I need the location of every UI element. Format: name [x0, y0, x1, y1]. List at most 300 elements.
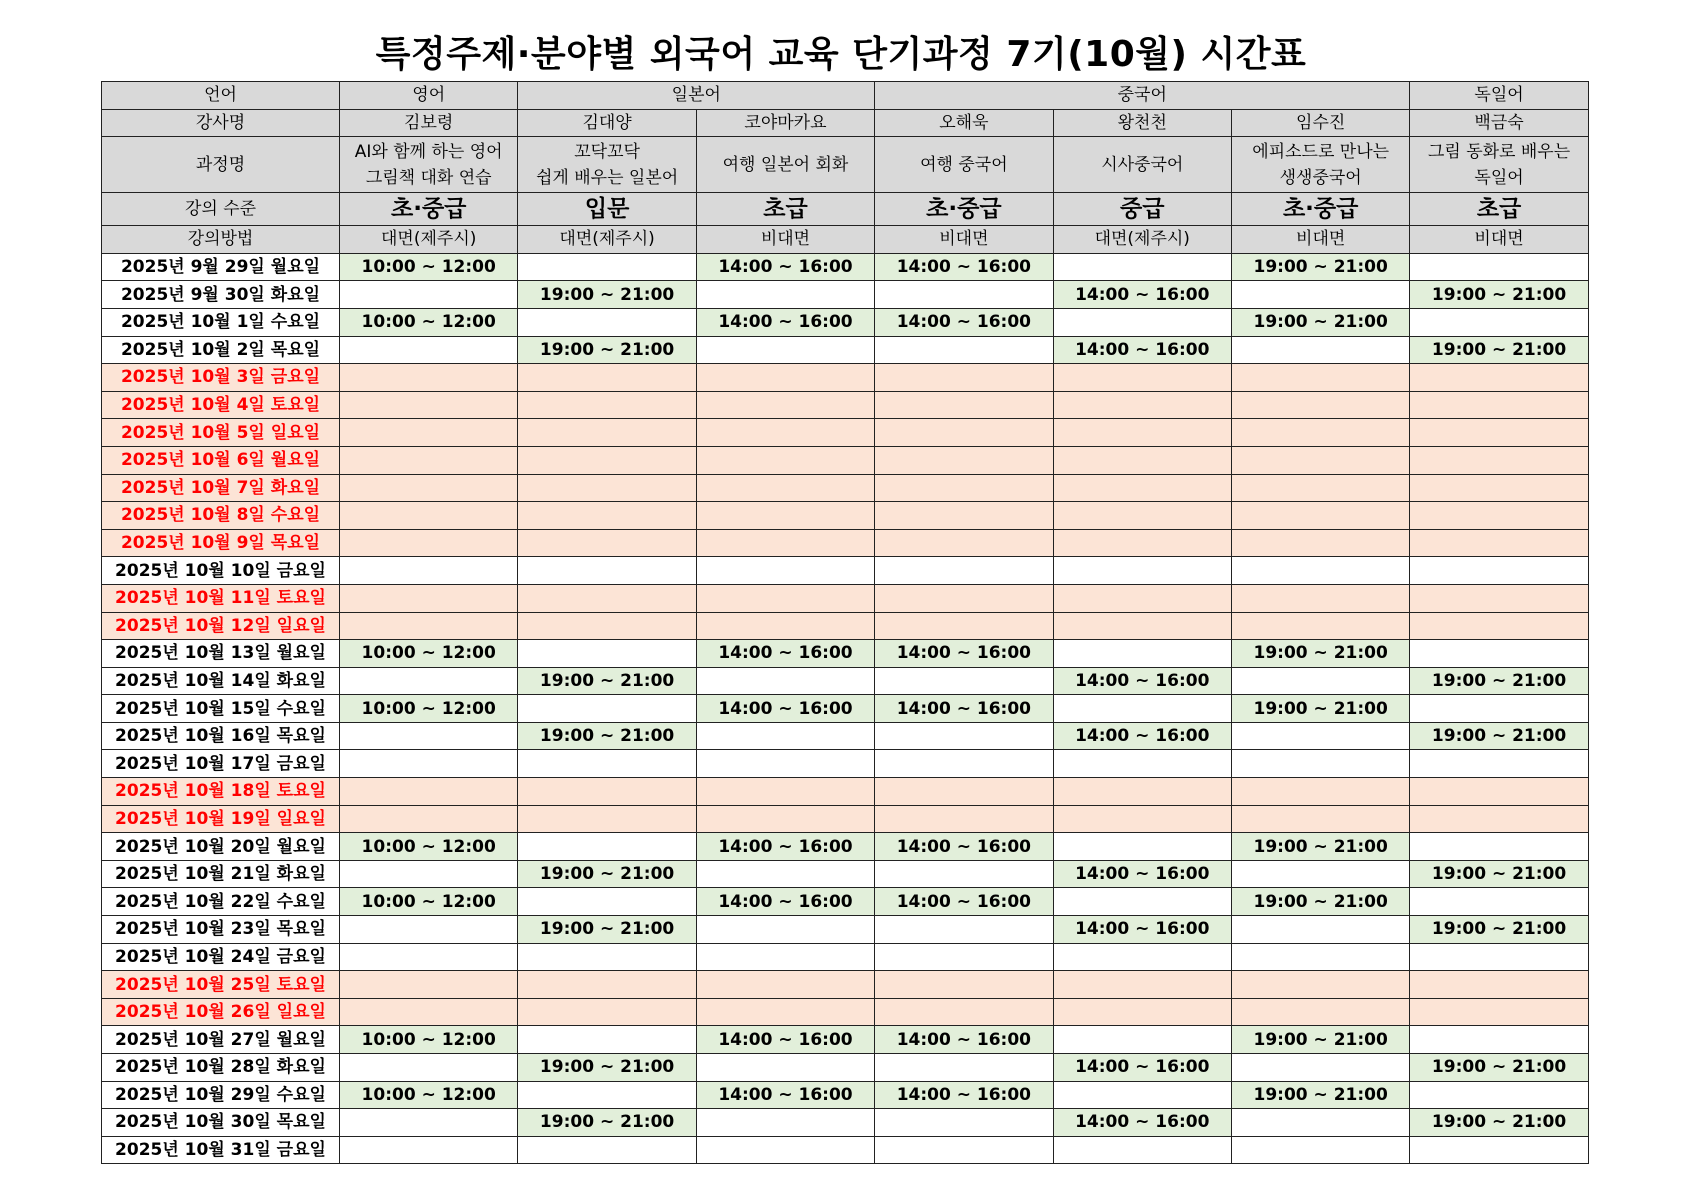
- time-slot-cell: [1231, 502, 1409, 530]
- schedule-row: [102, 308, 1589, 336]
- date-cell: 2025년 10월 29일 수요일: [102, 1081, 340, 1109]
- time-slot-cell: [696, 502, 874, 530]
- time-slot-cell: [518, 640, 696, 668]
- time-slot-cell: 14:00 ~ 16:00: [875, 640, 1053, 668]
- course-level: 입문: [518, 193, 696, 226]
- time-slot-cell: [875, 860, 1053, 888]
- time-slot-cell: 19:00 ~ 21:00: [518, 1109, 696, 1137]
- level-row: [102, 193, 1589, 226]
- time-slot-cell: [340, 281, 518, 309]
- date-cell: 2025년 10월 13일 월요일: [102, 640, 340, 668]
- time-slot-cell: 19:00 ~ 21:00: [518, 916, 696, 944]
- instructor-label: 강사명: [102, 109, 340, 137]
- course-level: 초급: [1410, 193, 1588, 226]
- time-slot-cell: [696, 557, 874, 585]
- time-slot-cell: 14:00 ~ 16:00: [1053, 860, 1231, 888]
- schedule-row: [102, 529, 1589, 557]
- instructor-name: 코야마카요: [696, 109, 874, 137]
- time-slot-cell: [875, 722, 1053, 750]
- schedule-row: [102, 584, 1589, 612]
- time-slot-cell: [875, 391, 1053, 419]
- time-slot-cell: [875, 557, 1053, 585]
- time-slot-cell: [340, 860, 518, 888]
- time-slot-cell: [1410, 833, 1588, 861]
- schedule-row: [102, 1026, 1589, 1054]
- schedule-row: [102, 474, 1589, 502]
- time-slot-cell: [518, 1136, 696, 1164]
- time-slot-cell: [1053, 750, 1231, 778]
- course-method: 대면(제주시): [340, 226, 518, 254]
- time-slot-cell: [696, 778, 874, 806]
- course-name-line: 쉽게 배우는 일본어: [535, 167, 679, 188]
- time-slot-cell: [340, 750, 518, 778]
- date-cell: 2025년 10월 4일 토요일: [102, 391, 340, 419]
- instructor-name: 김보령: [340, 109, 518, 137]
- time-slot-cell: [1410, 502, 1588, 530]
- time-slot-cell: 14:00 ~ 16:00: [696, 833, 874, 861]
- course-name-line: 여행 중국어: [920, 154, 1008, 175]
- time-slot-cell: [1231, 419, 1409, 447]
- time-slot-cell: 19:00 ~ 21:00: [1410, 667, 1588, 695]
- time-slot-cell: [696, 916, 874, 944]
- time-slot-cell: [1231, 778, 1409, 806]
- course-level: 초·중급: [875, 193, 1053, 226]
- course-name-line: 시사중국어: [1101, 154, 1184, 175]
- course-name-line: AI와 함께 하는 영어: [354, 141, 503, 162]
- instructor-name: 백금숙: [1410, 109, 1588, 137]
- time-slot-cell: [1053, 778, 1231, 806]
- time-slot-cell: [875, 1054, 1053, 1082]
- course-name-line: 꼬닥꼬닥: [574, 141, 640, 162]
- time-slot-cell: [696, 722, 874, 750]
- time-slot-cell: [340, 916, 518, 944]
- time-slot-cell: [696, 998, 874, 1026]
- time-slot-cell: [875, 778, 1053, 806]
- course-name: [1410, 137, 1588, 193]
- schedule-row: [102, 557, 1589, 585]
- course-name-line: 그림 동화로 배우는: [1427, 141, 1571, 162]
- time-slot-cell: 19:00 ~ 21:00: [1231, 253, 1409, 281]
- time-slot-cell: [1231, 998, 1409, 1026]
- course-name: [696, 137, 874, 193]
- time-slot-cell: [518, 308, 696, 336]
- time-slot-cell: [696, 667, 874, 695]
- time-slot-cell: [518, 253, 696, 281]
- time-slot-cell: [696, 750, 874, 778]
- time-slot-cell: [1410, 1081, 1588, 1109]
- time-slot-cell: [875, 612, 1053, 640]
- schedule-row: [102, 1109, 1589, 1137]
- schedule-row: [102, 640, 1589, 668]
- instructor-name: 임수진: [1231, 109, 1409, 137]
- course-name: [340, 137, 518, 193]
- time-slot-cell: 19:00 ~ 21:00: [1231, 888, 1409, 916]
- time-slot-cell: 14:00 ~ 16:00: [696, 253, 874, 281]
- date-cell: 2025년 10월 19일 일요일: [102, 805, 340, 833]
- time-slot-cell: [518, 529, 696, 557]
- time-slot-cell: 14:00 ~ 16:00: [1053, 1109, 1231, 1137]
- date-cell: 2025년 10월 11일 토요일: [102, 584, 340, 612]
- time-slot-cell: [1053, 391, 1231, 419]
- time-slot-cell: [1410, 584, 1588, 612]
- time-slot-cell: [1053, 419, 1231, 447]
- time-slot-cell: 14:00 ~ 16:00: [1053, 916, 1231, 944]
- date-cell: 2025년 10월 7일 화요일: [102, 474, 340, 502]
- time-slot-cell: [1231, 281, 1409, 309]
- time-slot-cell: 19:00 ~ 21:00: [1410, 860, 1588, 888]
- schedule-row: [102, 805, 1589, 833]
- time-slot-cell: [340, 391, 518, 419]
- time-slot-cell: [696, 943, 874, 971]
- time-slot-cell: [875, 750, 1053, 778]
- time-slot-cell: [1053, 1136, 1231, 1164]
- time-slot-cell: 19:00 ~ 21:00: [518, 281, 696, 309]
- date-cell: 2025년 10월 25일 토요일: [102, 971, 340, 999]
- time-slot-cell: 14:00 ~ 16:00: [696, 695, 874, 723]
- schedule-row: [102, 253, 1589, 281]
- time-slot-cell: [1231, 1136, 1409, 1164]
- date-cell: 2025년 10월 31일 금요일: [102, 1136, 340, 1164]
- time-slot-cell: [875, 584, 1053, 612]
- course-name-line: 그림책 대화 연습: [365, 167, 492, 188]
- time-slot-cell: [340, 336, 518, 364]
- date-cell: 2025년 10월 30일 목요일: [102, 1109, 340, 1137]
- instructor-name: 김대양: [518, 109, 696, 137]
- time-slot-cell: [875, 971, 1053, 999]
- time-slot-cell: [518, 833, 696, 861]
- time-slot-cell: 14:00 ~ 16:00: [875, 308, 1053, 336]
- time-slot-cell: [1231, 584, 1409, 612]
- time-slot-cell: [1410, 971, 1588, 999]
- time-slot-cell: [875, 943, 1053, 971]
- time-slot-cell: 14:00 ~ 16:00: [1053, 336, 1231, 364]
- method-row: [102, 226, 1589, 254]
- time-slot-cell: 10:00 ~ 12:00: [340, 888, 518, 916]
- time-slot-cell: [1053, 446, 1231, 474]
- time-slot-cell: [1410, 419, 1588, 447]
- course-method: 비대면: [875, 226, 1053, 254]
- course-name: [518, 137, 696, 193]
- time-slot-cell: [1410, 308, 1588, 336]
- time-slot-cell: 19:00 ~ 21:00: [518, 667, 696, 695]
- course-name-line: 생생중국어: [1279, 167, 1362, 188]
- time-slot-cell: [1410, 750, 1588, 778]
- time-slot-cell: [1231, 336, 1409, 364]
- date-cell: 2025년 10월 5일 일요일: [102, 419, 340, 447]
- time-slot-cell: [1053, 943, 1231, 971]
- time-slot-cell: 14:00 ~ 16:00: [875, 1081, 1053, 1109]
- schedule-row: [102, 1054, 1589, 1082]
- time-slot-cell: [340, 612, 518, 640]
- time-slot-cell: [1231, 860, 1409, 888]
- course-method: 비대면: [696, 226, 874, 254]
- time-slot-cell: [518, 1081, 696, 1109]
- time-slot-cell: [1053, 640, 1231, 668]
- language-english: 영어: [340, 82, 518, 110]
- time-slot-cell: 14:00 ~ 16:00: [875, 695, 1053, 723]
- time-slot-cell: 19:00 ~ 21:00: [1231, 695, 1409, 723]
- time-slot-cell: [1410, 446, 1588, 474]
- time-slot-cell: 10:00 ~ 12:00: [340, 253, 518, 281]
- time-slot-cell: 14:00 ~ 16:00: [875, 888, 1053, 916]
- time-slot-cell: [1410, 1026, 1588, 1054]
- time-slot-cell: [1053, 584, 1231, 612]
- language-japanese: 일본어: [518, 82, 875, 110]
- time-slot-cell: [1231, 391, 1409, 419]
- language-german: 독일어: [1410, 82, 1588, 110]
- time-slot-cell: 19:00 ~ 21:00: [1231, 833, 1409, 861]
- time-slot-cell: [340, 419, 518, 447]
- time-slot-cell: [1053, 364, 1231, 392]
- time-slot-cell: [1053, 1081, 1231, 1109]
- course-level: 초·중급: [1231, 193, 1409, 226]
- time-slot-cell: [696, 474, 874, 502]
- schedule-row: [102, 998, 1589, 1026]
- course-label: 과정명: [102, 137, 340, 193]
- time-slot-cell: [340, 805, 518, 833]
- schedule-row: [102, 1081, 1589, 1109]
- language-row: [102, 82, 1589, 110]
- time-slot-cell: [1053, 971, 1231, 999]
- time-slot-cell: [696, 446, 874, 474]
- date-cell: 2025년 10월 1일 수요일: [102, 308, 340, 336]
- schedule-row: [102, 888, 1589, 916]
- time-slot-cell: [875, 336, 1053, 364]
- time-slot-cell: [518, 695, 696, 723]
- time-slot-cell: [1231, 1054, 1409, 1082]
- time-slot-cell: [696, 419, 874, 447]
- schedule-row: [102, 364, 1589, 392]
- date-cell: 2025년 10월 28일 화요일: [102, 1054, 340, 1082]
- time-slot-cell: 14:00 ~ 16:00: [1053, 722, 1231, 750]
- time-slot-cell: [1410, 943, 1588, 971]
- time-slot-cell: [1231, 916, 1409, 944]
- time-slot-cell: [340, 446, 518, 474]
- time-slot-cell: [340, 557, 518, 585]
- course-name: [875, 137, 1053, 193]
- time-slot-cell: [1410, 529, 1588, 557]
- time-slot-cell: [518, 391, 696, 419]
- time-slot-cell: [518, 584, 696, 612]
- time-slot-cell: [875, 529, 1053, 557]
- time-slot-cell: 10:00 ~ 12:00: [340, 308, 518, 336]
- time-slot-cell: [875, 446, 1053, 474]
- schedule-row: [102, 612, 1589, 640]
- time-slot-cell: [518, 1026, 696, 1054]
- time-slot-cell: [696, 971, 874, 999]
- time-slot-cell: [1410, 640, 1588, 668]
- time-slot-cell: [696, 860, 874, 888]
- time-slot-cell: 14:00 ~ 16:00: [696, 1081, 874, 1109]
- time-slot-cell: [340, 584, 518, 612]
- schedule-row: [102, 419, 1589, 447]
- time-slot-cell: [1410, 612, 1588, 640]
- time-slot-cell: [1053, 888, 1231, 916]
- time-slot-cell: [875, 364, 1053, 392]
- time-slot-cell: [1053, 502, 1231, 530]
- time-slot-cell: [1410, 253, 1588, 281]
- time-slot-cell: [340, 998, 518, 1026]
- time-slot-cell: [1410, 778, 1588, 806]
- time-slot-cell: [696, 529, 874, 557]
- time-slot-cell: 19:00 ~ 21:00: [1410, 1054, 1588, 1082]
- date-cell: 2025년 10월 27일 월요일: [102, 1026, 340, 1054]
- time-slot-cell: [696, 584, 874, 612]
- time-slot-cell: [1231, 667, 1409, 695]
- course-level: 초·중급: [340, 193, 518, 226]
- course-name: [1053, 137, 1231, 193]
- time-slot-cell: 10:00 ~ 12:00: [340, 1026, 518, 1054]
- time-slot-cell: [1053, 998, 1231, 1026]
- time-slot-cell: [1410, 888, 1588, 916]
- time-slot-cell: 14:00 ~ 16:00: [696, 308, 874, 336]
- time-slot-cell: [518, 612, 696, 640]
- time-slot-cell: [340, 502, 518, 530]
- time-slot-cell: [518, 419, 696, 447]
- course-row: [102, 137, 1589, 193]
- time-slot-cell: [340, 667, 518, 695]
- schedule-row: [102, 750, 1589, 778]
- time-slot-cell: 19:00 ~ 21:00: [1231, 1026, 1409, 1054]
- time-slot-cell: [1053, 833, 1231, 861]
- time-slot-cell: [1410, 998, 1588, 1026]
- time-slot-cell: 14:00 ~ 16:00: [1053, 667, 1231, 695]
- time-slot-cell: [1231, 943, 1409, 971]
- time-slot-cell: [1410, 364, 1588, 392]
- time-slot-cell: [1231, 446, 1409, 474]
- date-cell: 2025년 10월 9일 목요일: [102, 529, 340, 557]
- date-cell: 2025년 10월 23일 목요일: [102, 916, 340, 944]
- schedule-row: [102, 667, 1589, 695]
- time-slot-cell: [1410, 695, 1588, 723]
- time-slot-cell: 14:00 ~ 16:00: [875, 1026, 1053, 1054]
- time-slot-cell: [1053, 474, 1231, 502]
- time-slot-cell: [875, 1136, 1053, 1164]
- time-slot-cell: 19:00 ~ 21:00: [1231, 308, 1409, 336]
- schedule-row: [102, 860, 1589, 888]
- time-slot-cell: [696, 364, 874, 392]
- time-slot-cell: 19:00 ~ 21:00: [1410, 722, 1588, 750]
- date-cell: 2025년 10월 22일 수요일: [102, 888, 340, 916]
- schedule-row: [102, 943, 1589, 971]
- time-slot-cell: 14:00 ~ 16:00: [1053, 281, 1231, 309]
- schedule-row: [102, 502, 1589, 530]
- schedule-row: [102, 446, 1589, 474]
- time-slot-cell: [518, 888, 696, 916]
- time-slot-cell: 14:00 ~ 16:00: [1053, 1054, 1231, 1082]
- time-slot-cell: [518, 943, 696, 971]
- date-cell: 2025년 10월 21일 화요일: [102, 860, 340, 888]
- time-slot-cell: [340, 1054, 518, 1082]
- date-cell: 2025년 10월 15일 수요일: [102, 695, 340, 723]
- time-slot-cell: 19:00 ~ 21:00: [518, 336, 696, 364]
- time-slot-cell: [696, 1054, 874, 1082]
- time-slot-cell: [1053, 557, 1231, 585]
- language-label: 언어: [102, 82, 340, 110]
- time-slot-cell: [1231, 364, 1409, 392]
- date-cell: 2025년 10월 24일 금요일: [102, 943, 340, 971]
- course-method: 대면(제주시): [1053, 226, 1231, 254]
- time-slot-cell: 14:00 ~ 16:00: [875, 833, 1053, 861]
- time-slot-cell: 14:00 ~ 16:00: [696, 640, 874, 668]
- time-slot-cell: 19:00 ~ 21:00: [518, 860, 696, 888]
- instructor-row: [102, 109, 1589, 137]
- time-slot-cell: 14:00 ~ 16:00: [875, 253, 1053, 281]
- date-cell: 2025년 10월 3일 금요일: [102, 364, 340, 392]
- time-slot-cell: [875, 502, 1053, 530]
- date-cell: 2025년 10월 2일 목요일: [102, 336, 340, 364]
- schedule-row: [102, 833, 1589, 861]
- time-slot-cell: [1053, 805, 1231, 833]
- time-slot-cell: [696, 1136, 874, 1164]
- instructor-name: 왕천천: [1053, 109, 1231, 137]
- time-slot-cell: [875, 998, 1053, 1026]
- time-slot-cell: [875, 805, 1053, 833]
- time-slot-cell: [340, 943, 518, 971]
- time-slot-cell: [340, 778, 518, 806]
- course-name-line: 독일어: [1474, 167, 1524, 188]
- time-slot-cell: [696, 336, 874, 364]
- method-label: 강의방법: [102, 226, 340, 254]
- time-slot-cell: [1053, 612, 1231, 640]
- instructor-name: 오해욱: [875, 109, 1053, 137]
- time-slot-cell: 10:00 ~ 12:00: [340, 1081, 518, 1109]
- schedule-row: [102, 336, 1589, 364]
- time-slot-cell: [875, 1109, 1053, 1137]
- time-slot-cell: 19:00 ~ 21:00: [1410, 281, 1588, 309]
- time-slot-cell: 10:00 ~ 12:00: [340, 695, 518, 723]
- time-slot-cell: [340, 1136, 518, 1164]
- time-slot-cell: [340, 971, 518, 999]
- time-slot-cell: [1410, 391, 1588, 419]
- time-slot-cell: 19:00 ~ 21:00: [1231, 1081, 1409, 1109]
- date-cell: 2025년 10월 12일 일요일: [102, 612, 340, 640]
- time-slot-cell: [875, 281, 1053, 309]
- time-slot-cell: [696, 391, 874, 419]
- time-slot-cell: [518, 474, 696, 502]
- time-slot-cell: 19:00 ~ 21:00: [1410, 336, 1588, 364]
- time-slot-cell: [518, 998, 696, 1026]
- time-slot-cell: [340, 1109, 518, 1137]
- course-level: 중급: [1053, 193, 1231, 226]
- time-slot-cell: [340, 474, 518, 502]
- course-name: [1231, 137, 1409, 193]
- date-cell: 2025년 10월 6일 월요일: [102, 446, 340, 474]
- schedule-row: [102, 695, 1589, 723]
- time-slot-cell: [1053, 1026, 1231, 1054]
- date-cell: 2025년 10월 20일 월요일: [102, 833, 340, 861]
- time-slot-cell: [1410, 557, 1588, 585]
- schedule-row: [102, 971, 1589, 999]
- time-slot-cell: 10:00 ~ 12:00: [340, 833, 518, 861]
- course-method: 비대면: [1231, 226, 1409, 254]
- course-name-line: 여행 일본어 회화: [722, 154, 849, 175]
- time-slot-cell: [1231, 612, 1409, 640]
- time-slot-cell: 19:00 ~ 21:00: [1231, 640, 1409, 668]
- date-cell: 2025년 10월 17일 금요일: [102, 750, 340, 778]
- date-cell: 2025년 10월 8일 수요일: [102, 502, 340, 530]
- time-slot-cell: [875, 916, 1053, 944]
- date-cell: 2025년 9월 30일 화요일: [102, 281, 340, 309]
- time-slot-cell: [340, 529, 518, 557]
- date-cell: 2025년 10월 18일 토요일: [102, 778, 340, 806]
- time-slot-cell: [696, 1109, 874, 1137]
- time-slot-cell: 14:00 ~ 16:00: [696, 1026, 874, 1054]
- schedule-row: [102, 916, 1589, 944]
- course-method: 비대면: [1410, 226, 1588, 254]
- course-level: 초급: [696, 193, 874, 226]
- time-slot-cell: 19:00 ~ 21:00: [518, 722, 696, 750]
